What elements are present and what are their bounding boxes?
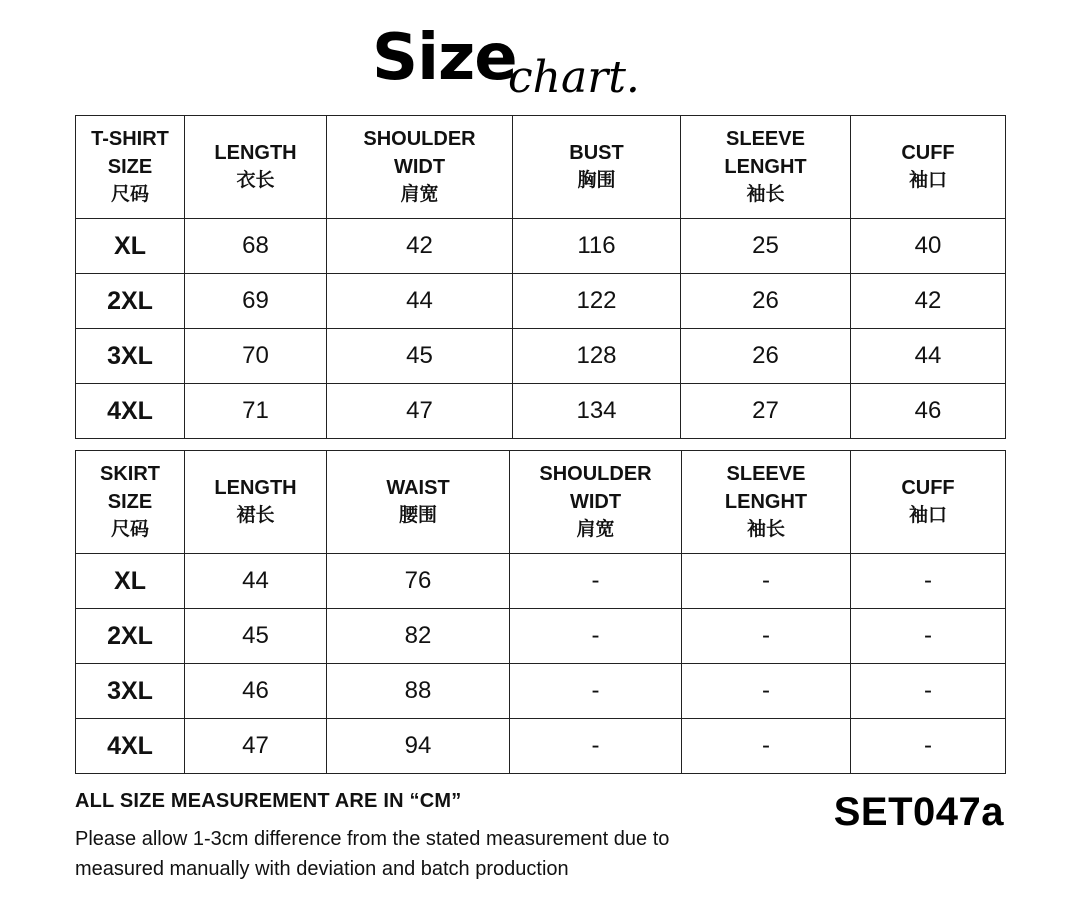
- table-row: [76, 554, 1006, 609]
- measurement-cell: -: [682, 609, 851, 664]
- measurement-cell: 116: [513, 219, 681, 274]
- header-label-chinese: 袖口: [908, 170, 947, 191]
- measurement-cell: 94: [327, 719, 510, 774]
- column-header: [76, 451, 185, 554]
- header-label: SIZE: [107, 491, 153, 513]
- header-label: BUST: [569, 142, 624, 164]
- header-label-chinese: 肩宽: [400, 184, 439, 205]
- size-label-cell: 2XL: [76, 274, 185, 329]
- header-label: CUFF: [901, 142, 955, 164]
- measurement-cell: -: [510, 664, 682, 719]
- size-label-cell: 3XL: [76, 329, 185, 384]
- measurement-cell: 88: [327, 664, 510, 719]
- measurement-cell: 76: [327, 554, 510, 609]
- header-label-chinese: 尺码: [110, 519, 149, 540]
- table-header-row: [76, 451, 1006, 554]
- measurement-cell: -: [682, 554, 851, 609]
- measurement-cell: 122: [513, 274, 681, 329]
- size-label-cell: 4XL: [76, 719, 185, 774]
- title-chart-word: chart.: [508, 52, 640, 103]
- measurement-disclaimer: Please allow 1-3cm difference from the stated measurement due to measured manually with deviation and batch production: [75, 828, 670, 880]
- header-label: T-SHIRT: [91, 128, 169, 150]
- measurement-cell: 44: [327, 274, 513, 329]
- skirt-size-table: [75, 450, 1006, 774]
- header-label: LENGHT: [724, 491, 808, 513]
- measurement-cell: 134: [513, 384, 681, 439]
- table-header-row: [76, 116, 1006, 219]
- table-row: [76, 384, 1006, 439]
- header-label-chinese: 衣长: [236, 170, 275, 191]
- measurement-cell: 71: [185, 384, 327, 439]
- header-label: SKIRT: [100, 463, 160, 485]
- measurement-cell: 68: [185, 219, 327, 274]
- measurement-cell: 69: [185, 274, 327, 329]
- measurement-cell: -: [851, 664, 1006, 719]
- header-label-chinese: 袖口: [908, 505, 947, 526]
- measurement-cell: 44: [185, 554, 327, 609]
- size-label-cell: 4XL: [76, 384, 185, 439]
- measurement-cell: 27: [681, 384, 851, 439]
- tshirt-size-table: [75, 115, 1006, 439]
- header-label: WIDT: [569, 491, 622, 513]
- measurement-cell: 26: [681, 274, 851, 329]
- measurement-cell: 45: [327, 329, 513, 384]
- size-label-cell: XL: [76, 554, 185, 609]
- column-header: [682, 451, 851, 554]
- column-header: [327, 116, 513, 219]
- column-header: [513, 116, 681, 219]
- table-row: [76, 609, 1006, 664]
- table-row: [76, 719, 1006, 774]
- measurement-cell: -: [510, 609, 682, 664]
- measurement-cell: 82: [327, 609, 510, 664]
- header-label: SHOULDER: [539, 463, 652, 485]
- measurement-cell: -: [851, 554, 1006, 609]
- size-label-cell: XL: [76, 219, 185, 274]
- header-label-chinese: 尺码: [110, 184, 149, 205]
- measurement-cell: -: [851, 609, 1006, 664]
- measurement-cell: 26: [681, 329, 851, 384]
- measurement-unit-heading: ALL SIZE MEASUREMENT ARE IN “CM”: [75, 790, 462, 812]
- measurement-cell: 70: [185, 329, 327, 384]
- column-header: [76, 116, 185, 219]
- column-header: [185, 116, 327, 219]
- header-label: WIDT: [393, 156, 446, 178]
- table-row: [76, 664, 1006, 719]
- measurement-cell: 47: [327, 384, 513, 439]
- header-label-chinese: 袖长: [746, 519, 785, 540]
- table-row: [76, 329, 1006, 384]
- header-label-chinese: 胸围: [577, 170, 616, 191]
- column-header: [327, 451, 510, 554]
- column-header: [851, 451, 1006, 554]
- measurement-cell: -: [851, 719, 1006, 774]
- header-label: SHOULDER: [363, 128, 476, 150]
- table-row: [76, 274, 1006, 329]
- header-label-chinese: 裙长: [236, 505, 275, 526]
- measurement-cell: -: [682, 719, 851, 774]
- title-size-word: Size: [372, 21, 517, 95]
- header-label: LENGTH: [214, 142, 297, 164]
- column-header: [510, 451, 682, 554]
- measurement-cell: 42: [851, 274, 1006, 329]
- measurement-cell: 46: [185, 664, 327, 719]
- column-header: [851, 116, 1006, 219]
- measurement-cell: 25: [681, 219, 851, 274]
- measurement-cell: 42: [327, 219, 513, 274]
- table-row: [76, 219, 1006, 274]
- measurement-cell: 128: [513, 329, 681, 384]
- measurement-cell: -: [682, 664, 851, 719]
- size-label-cell: 2XL: [76, 609, 185, 664]
- header-label: SLEEVE: [726, 463, 806, 485]
- header-label: LENGTH: [214, 477, 297, 499]
- header-label-chinese: 肩宽: [576, 519, 615, 540]
- header-label: CUFF: [901, 477, 955, 499]
- measurement-cell: -: [510, 554, 682, 609]
- size-label-cell: 3XL: [76, 664, 185, 719]
- measurement-cell: 45: [185, 609, 327, 664]
- measurement-cell: 44: [851, 329, 1006, 384]
- header-label-chinese: 腰围: [398, 505, 437, 526]
- product-code: SET047a: [833, 790, 1004, 834]
- header-label-chinese: 袖长: [746, 184, 785, 205]
- measurement-cell: -: [510, 719, 682, 774]
- measurement-cell: 47: [185, 719, 327, 774]
- measurement-cell: 46: [851, 384, 1006, 439]
- column-header: [681, 116, 851, 219]
- column-header: [185, 451, 327, 554]
- header-label: LENGHT: [724, 156, 807, 178]
- measurement-cell: 40: [851, 219, 1006, 274]
- header-label: SIZE: [107, 156, 153, 178]
- header-label: WAIST: [386, 477, 450, 499]
- header-label: SLEEVE: [726, 128, 805, 150]
